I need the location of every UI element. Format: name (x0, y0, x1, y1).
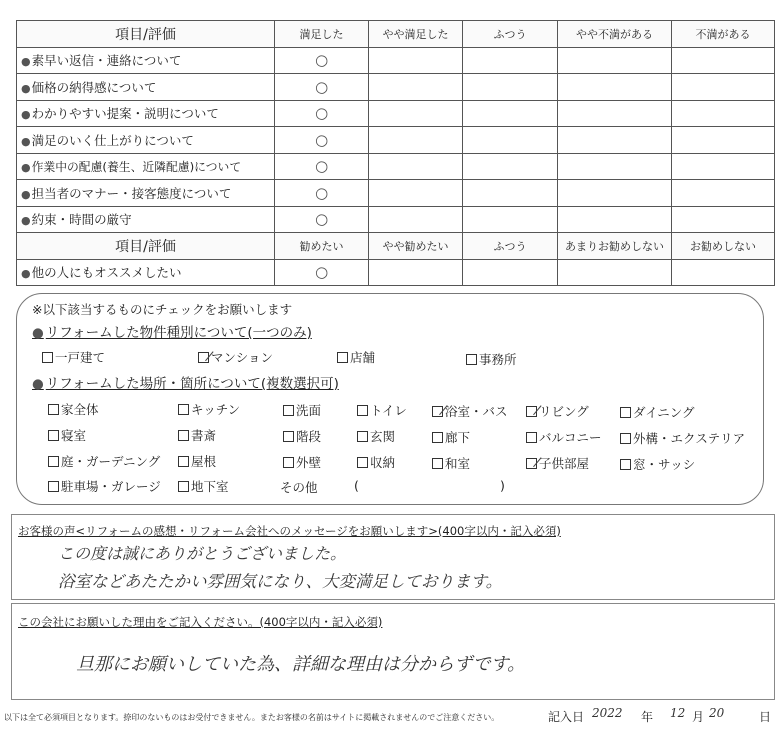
question-label: 約束・時間の厳守 (31, 212, 132, 228)
checkbox-option[interactable]: 店舗 (337, 348, 375, 366)
header-col: やや勧めたい (369, 233, 463, 260)
checkbox-option[interactable]: 和室 (432, 454, 470, 472)
rating-cell[interactable] (463, 100, 558, 127)
checkbox-icon (283, 431, 294, 442)
satisfaction-header-row (17, 21, 775, 48)
rating-cell[interactable] (369, 153, 463, 180)
reason-title: この会社にお願いした理由をご記入ください。(400字以内・記入必須) (18, 615, 383, 629)
checkbox-option[interactable]: 事務所 (466, 350, 517, 368)
header-col: 不満がある (672, 21, 775, 48)
rating-cell[interactable] (672, 206, 775, 233)
rating-cell[interactable] (369, 74, 463, 101)
checkbox-option[interactable]: 寝室 (48, 426, 86, 444)
rating-cell[interactable] (275, 153, 369, 180)
circle-mark: ○ (313, 209, 330, 230)
circle-mark: ○ (313, 262, 330, 283)
circle-mark: ○ (313, 103, 330, 124)
table-row (17, 153, 775, 180)
checkbox-icon (620, 459, 631, 470)
other-label: その他 (280, 480, 318, 495)
checkbox-option[interactable]: リビング (526, 402, 589, 420)
checkbox-icon (48, 404, 59, 415)
rating-cell[interactable] (369, 180, 463, 207)
rating-cell[interactable] (275, 127, 369, 154)
checked-checkbox-icon (198, 352, 209, 363)
rating-cell[interactable] (463, 47, 558, 74)
rating-cell[interactable] (558, 47, 672, 74)
rating-cell[interactable] (558, 180, 672, 207)
bullet-icon: ● (21, 108, 31, 122)
place-title: ● リフォームした場所・箇所について(複数選択可) (32, 376, 339, 392)
rating-cell[interactable] (275, 47, 369, 74)
checkbox-icon (466, 354, 477, 365)
question-label: 担当者のマナー・接客態度について (31, 185, 232, 201)
voice-title: お客様の声<リフォームの感想・リフォーム会社へのメッセージをお願いします>(400字以内・記入必須) (18, 524, 561, 538)
checkbox-icon (178, 404, 189, 415)
checkbox-option[interactable]: 子供部屋 (526, 454, 589, 472)
bullet-icon: ● (21, 267, 31, 281)
checkbox-option[interactable]: 屋根 (178, 452, 216, 470)
rating-cell[interactable] (463, 74, 558, 101)
rating-cell[interactable] (463, 127, 558, 154)
rating-cell[interactable] (672, 74, 775, 101)
question-label: 満足のいく仕上がりについて (31, 132, 194, 148)
bullet-icon: ● (32, 325, 44, 341)
checkbox-option[interactable]: バルコニー (526, 428, 602, 446)
rating-cell[interactable] (558, 153, 672, 180)
rating-cell[interactable] (369, 259, 463, 286)
rating-cell[interactable] (463, 153, 558, 180)
table-row (17, 180, 775, 207)
day-label: 日 (759, 710, 772, 724)
circle-mark: ○ (313, 156, 330, 177)
month-value[interactable]: 12 (670, 706, 686, 720)
bullet-icon: ● (21, 55, 31, 69)
year-value[interactable]: 2022 (592, 706, 623, 720)
checkbox-option[interactable]: キッチン (178, 400, 240, 418)
checked-checkbox-icon (526, 458, 537, 469)
question-label: 価格の納得感について (31, 79, 157, 95)
checkbox-icon (526, 432, 537, 443)
rating-cell[interactable] (369, 47, 463, 74)
rating-cell[interactable] (672, 180, 775, 207)
header-item: 項目/評価 (17, 233, 275, 260)
voice-line: 浴室などあたたかい雰囲気になり、大変満足しております。 (58, 572, 503, 591)
checked-checkbox-icon (526, 406, 537, 417)
circle-mark: ○ (313, 129, 330, 150)
checkbox-option[interactable]: 駐車場・ガレージ (48, 477, 161, 495)
other-paren-open: ( (354, 478, 359, 493)
checkbox-option[interactable]: 窓・サッシ (620, 455, 695, 473)
checkbox-option[interactable]: トイレ (357, 401, 407, 419)
checked-checkbox-icon (432, 406, 443, 417)
rating-cell[interactable] (558, 127, 672, 154)
bullet-icon: ● (21, 214, 31, 228)
checkbox-option[interactable]: 庭・ガーデニング (48, 452, 160, 470)
checkbox-icon (178, 430, 189, 441)
checkbox-option[interactable]: 収納 (357, 453, 395, 471)
bullet-icon: ● (21, 160, 31, 174)
rating-cell[interactable] (463, 206, 558, 233)
checkbox-option[interactable]: 外構・エクステリア (620, 429, 745, 447)
rating-cell[interactable] (369, 100, 463, 127)
reason-line: 旦那にお願いしていた為、詳細な理由は分からずです。 (76, 654, 526, 675)
rating-cell[interactable] (558, 259, 672, 286)
table-row (17, 100, 775, 127)
table-row (17, 206, 775, 233)
header-col: やや不満がある (558, 21, 672, 48)
checkbox-option[interactable]: 地下室 (178, 477, 229, 495)
checkbox-option[interactable]: 家全体 (48, 400, 99, 418)
rating-cell[interactable] (369, 206, 463, 233)
header-col: お勧めしない (672, 233, 775, 260)
other-paren-close: ) (500, 478, 505, 493)
checkbox-option[interactable]: 一戸建て (42, 348, 105, 366)
instruction-note: ※以下該当するものにチェックをお願いします (32, 302, 293, 317)
checkbox-option[interactable]: 玄関 (357, 427, 395, 445)
bullet-icon: ● (21, 134, 31, 148)
checkbox-option[interactable]: マンション (198, 348, 273, 366)
property-type-title: ● リフォームした物件種別について(一つのみ) (32, 325, 312, 341)
question-label: 他の人にもオススメしたい (31, 265, 182, 281)
footer-note: 以下は全て必須項目となります。捺印のないものはお受付できません。またお客様の名前はサイトに掲載されませんのでご注意ください。 (4, 713, 500, 722)
checkbox-option[interactable]: ダイニング (620, 403, 695, 421)
header-item: 項目/評価 (17, 21, 275, 48)
circle-mark: ○ (313, 50, 330, 71)
checkbox-icon (42, 352, 53, 363)
checkbox-icon (178, 481, 189, 492)
header-col: 勧めたい (275, 233, 369, 260)
voice-line: この度は誠にありがとうございました。 (58, 544, 347, 563)
question-label: 素早い返信・連絡について (31, 53, 182, 69)
rating-cell[interactable] (463, 259, 558, 286)
year-label: 年 (641, 710, 654, 724)
checkbox-icon (620, 433, 631, 444)
checkbox-icon (48, 430, 59, 441)
table-row (17, 74, 775, 101)
checkbox-icon (48, 481, 59, 492)
header-col: ふつう (463, 21, 558, 48)
circle-mark: ○ (313, 76, 330, 97)
date-label: 記入日 (548, 710, 585, 724)
table-row (17, 47, 775, 74)
table-row (17, 259, 775, 286)
rating-cell[interactable] (558, 206, 672, 233)
checkbox-option[interactable]: 洗面 (283, 401, 321, 419)
recommend-header-row (17, 233, 775, 260)
table-row (17, 127, 775, 154)
checkbox-icon (48, 456, 59, 467)
bullet-icon: ● (21, 81, 31, 95)
day-value[interactable]: 20 (709, 706, 725, 720)
question-label: 作業中の配慮(養生、近隣配慮)について (31, 159, 242, 174)
checkbox-icon (357, 457, 368, 468)
rating-cell[interactable] (672, 127, 775, 154)
checkbox-option[interactable]: 階段 (283, 427, 321, 445)
header-col: やや満足した (369, 21, 463, 48)
rating-cell[interactable] (672, 100, 775, 127)
circle-mark: ○ (313, 182, 330, 203)
checkbox-icon (357, 405, 368, 416)
satisfaction-table (16, 20, 775, 286)
checkbox-icon (283, 405, 294, 416)
checkbox-icon (283, 457, 294, 468)
rating-cell[interactable] (369, 127, 463, 154)
checkbox-option[interactable]: 外壁 (283, 453, 321, 471)
checkbox-option[interactable]: 廊下 (432, 428, 470, 446)
rating-cell[interactable] (275, 74, 369, 101)
rating-cell[interactable] (275, 259, 369, 286)
rating-cell[interactable] (672, 47, 775, 74)
header-col: 満足した (275, 21, 369, 48)
rating-cell[interactable] (672, 259, 775, 286)
checkbox-icon (178, 456, 189, 467)
checkbox-icon (357, 431, 368, 442)
rating-cell[interactable] (672, 153, 775, 180)
rating-cell[interactable] (275, 180, 369, 207)
checkbox-icon (432, 458, 443, 469)
rating-cell[interactable] (275, 206, 369, 233)
checkbox-icon (620, 407, 631, 418)
rating-cell[interactable] (558, 100, 672, 127)
month-label: 月 (692, 710, 705, 724)
header-col: ふつう (463, 233, 558, 260)
bullet-icon: ● (21, 187, 31, 201)
checkbox-option[interactable]: 書斎 (178, 426, 216, 444)
rating-cell[interactable] (275, 100, 369, 127)
checkbox-option[interactable]: 浴室・バス (432, 402, 508, 420)
checkbox-icon (432, 432, 443, 443)
rating-cell[interactable] (463, 180, 558, 207)
header-col: あまりお勧めしない (558, 233, 672, 260)
checkbox-icon (337, 352, 348, 363)
question-label: わかりやすい提案・説明について (31, 106, 219, 122)
rating-cell[interactable] (558, 74, 672, 101)
bullet-icon: ● (32, 376, 44, 392)
